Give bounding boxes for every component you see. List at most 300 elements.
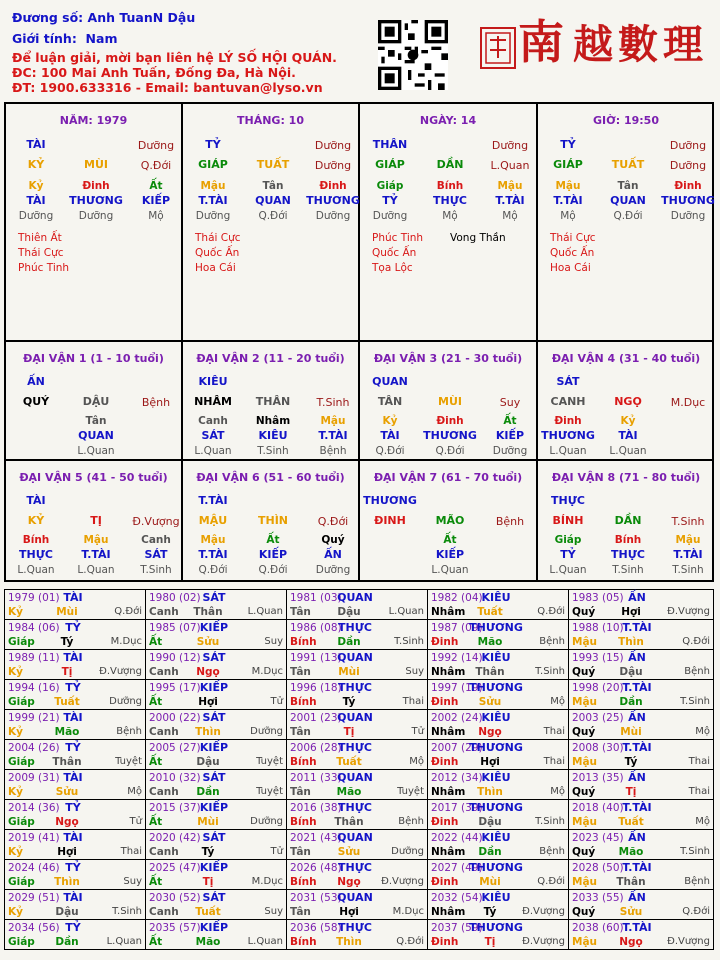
year-state: Mộ — [550, 786, 565, 797]
dai-van-stem: BÍNH — [552, 514, 584, 527]
year-cell — [5, 650, 146, 680]
year-god: THỰC — [338, 861, 372, 874]
year-stem: Bính — [290, 816, 317, 828]
year-label: 2004 (26) — [8, 742, 60, 754]
year-god: THƯƠNG — [469, 801, 523, 814]
year-branch: Tý — [624, 756, 638, 768]
year-cell — [146, 710, 287, 740]
year-cell — [5, 680, 146, 710]
year-label: 1986 (08) — [290, 622, 342, 634]
year-label: 1994 (16) — [8, 682, 60, 694]
year-state: Mộ — [695, 816, 710, 827]
hidden-stem: Mậu — [83, 534, 109, 546]
qr-code-icon — [378, 20, 448, 90]
year-god: ẤN — [628, 711, 646, 724]
year-branch: Mão — [477, 636, 503, 648]
year-branch: Hợi — [480, 756, 500, 768]
year-stem: Kỷ — [8, 786, 23, 798]
year-branch: Sửu — [55, 786, 79, 798]
year-label: 2017 (39) — [431, 802, 483, 814]
year-state: Bệnh — [398, 816, 424, 827]
year-state: Đ.Vượng — [522, 936, 565, 947]
year-label: 2001 (23) — [290, 712, 342, 724]
year-branch: Sửu — [196, 636, 220, 648]
pillar-title: NGÀY: 14 — [419, 114, 477, 127]
year-god: SÁT — [202, 771, 226, 784]
gender — [12, 31, 117, 46]
year-god: SÁT — [202, 711, 226, 724]
star-label: Hoa Cái — [195, 262, 236, 274]
year-god: KIÊU — [481, 651, 511, 664]
hidden-state: L.Quan — [77, 564, 115, 576]
year-branch: Ngọ — [619, 936, 643, 948]
year-branch: Mão — [195, 936, 221, 948]
hidden-god: KIẾP — [435, 548, 465, 561]
dai-van-stem: MẬU — [198, 514, 228, 527]
dai-van-god: ẤN — [27, 375, 45, 388]
year-state: M.Dục — [392, 906, 424, 917]
year-branch: Tuất — [336, 756, 362, 768]
year-state: Đ.Vượng — [522, 906, 565, 917]
dai-van-title: ĐẠI VẬN 4 (31 - 40 tuổi) — [551, 352, 701, 365]
year-label: 2002 (24) — [431, 712, 483, 724]
year-stem: Bính — [290, 756, 317, 768]
year-cell — [287, 710, 428, 740]
year-label: 1988 (10) — [572, 622, 624, 634]
dai-van-branch: MÙI — [438, 395, 462, 408]
dai-van-cell — [183, 342, 360, 461]
year-cell — [287, 860, 428, 890]
top-state: Dưỡng — [491, 139, 529, 152]
year-state: Mộ — [550, 696, 565, 707]
hidden-stem: Bính — [436, 180, 464, 192]
year-god: TỶ — [65, 861, 81, 874]
year-label: 1984 (06) — [8, 622, 60, 634]
year-god: T.TÀI — [622, 681, 652, 694]
year-label: 2037 (59) — [431, 922, 483, 934]
year-stem: Mậu — [572, 636, 598, 648]
year-branch: Dần — [478, 846, 502, 858]
year-stem: Ất — [149, 696, 163, 708]
year-branch: Thân — [334, 816, 364, 828]
year-stem: Mậu — [572, 756, 598, 768]
year-branch: Hợi — [621, 606, 641, 618]
hidden-god: THƯƠNG — [541, 429, 595, 442]
earthly-branch: TUẤT — [611, 158, 645, 171]
year-cell — [569, 650, 713, 680]
year-state: Bệnh — [116, 726, 142, 737]
year-branch: Tuất — [618, 816, 644, 828]
dai-van-stem: NHÂM — [194, 395, 232, 408]
pillar-title: NĂM: 1979 — [59, 114, 128, 127]
year-branch: Hợi — [339, 906, 359, 918]
year-god: KIÊU — [481, 711, 511, 724]
star-label: Tọa Lộc — [372, 262, 413, 274]
year-god: SÁT — [202, 831, 226, 844]
dai-van-cell — [360, 342, 538, 461]
year-god: T.TÀI — [622, 861, 652, 874]
year-state: T.Sinh — [112, 906, 142, 917]
year-god: SÁT — [202, 651, 226, 664]
year-state: L.Quan — [247, 606, 283, 617]
year-label: 2018 (40) — [572, 802, 624, 814]
year-state: Q.Đới — [396, 936, 424, 947]
year-god: KIÊU — [481, 831, 511, 844]
heavenly-stem: GIÁP — [375, 158, 405, 171]
year-branch: Tuất — [54, 696, 80, 708]
year-label: 1980 (02) — [149, 592, 201, 604]
year-branch: Dần — [55, 936, 79, 948]
dai-van-stem: TÂN — [377, 395, 403, 408]
hidden-stem: Tân — [617, 180, 639, 192]
year-stem: Đinh — [431, 816, 459, 828]
year-label: 1981 (03) — [290, 592, 342, 604]
hidden-god: T.TÀI — [198, 194, 228, 207]
hidden-state: Dưỡng — [315, 210, 351, 222]
year-stem: Quý — [572, 846, 596, 858]
year-state: Đ.Vượng — [99, 666, 142, 677]
year-stem: Canh — [149, 726, 179, 738]
year-label: 2025 (47) — [149, 862, 201, 874]
hidden-state: T.Sinh — [612, 564, 644, 576]
hidden-god: T.TÀI — [198, 548, 228, 561]
star-label: Hoa Cái — [550, 262, 591, 274]
hidden-state: Dưỡng — [670, 210, 706, 222]
year-god: THỰC — [338, 801, 372, 814]
hidden-state: Dưỡng — [372, 210, 408, 222]
dai-van-cell — [6, 461, 183, 580]
year-branch: Sửu — [619, 906, 643, 918]
year-stem: Bính — [290, 936, 317, 948]
dai-van-title: ĐẠI VẬN 3 (21 - 30 tuổi) — [373, 352, 523, 365]
year-state: T.Sinh — [535, 666, 565, 677]
year-god: TÀI — [63, 651, 83, 664]
year-label: 1996 (18) — [290, 682, 342, 694]
year-state: Suy — [264, 636, 283, 647]
year-branch: Tý — [483, 906, 497, 918]
star-label: Quốc Ấn — [372, 247, 417, 259]
year-branch: Thân — [193, 606, 223, 618]
year-cell — [5, 830, 146, 860]
year-god: THƯƠNG — [469, 861, 523, 874]
year-branch: Thìn — [54, 876, 80, 888]
dai-van-grid — [4, 340, 714, 582]
year-state: Mộ — [409, 756, 424, 767]
year-god: TỶ — [65, 741, 81, 754]
hidden-god: THƯƠNG — [423, 429, 477, 442]
pillar-title: GIỜ: 19:50 — [593, 114, 659, 127]
year-state: Thai — [543, 756, 565, 767]
year-stem: Tân — [290, 846, 311, 858]
year-cell — [428, 770, 569, 800]
year-cell — [146, 890, 287, 920]
year-label: 2003 (25) — [572, 712, 624, 724]
year-cell — [569, 680, 713, 710]
dai-van-stem: ĐINH — [374, 514, 406, 527]
year-god: QUAN — [337, 591, 373, 604]
year-state: Bệnh — [539, 846, 565, 857]
year-label: 2019 (41) — [8, 832, 60, 844]
year-stem: Canh — [149, 846, 179, 858]
star-label: Quốc Ấn — [195, 247, 240, 259]
year-state: Tử — [129, 816, 142, 827]
dai-van-cell — [538, 461, 714, 580]
year-cell — [569, 620, 713, 650]
hidden-god: ẤN — [324, 548, 342, 561]
dai-van-state: Suy — [499, 396, 521, 409]
year-cell — [146, 770, 287, 800]
year-branch: Tị — [484, 936, 496, 948]
dai-van-state: Q.Đới — [317, 515, 349, 528]
year-state: Bệnh — [684, 666, 710, 677]
year-state: Suy — [264, 906, 283, 917]
hidden-god: SÁT — [144, 548, 168, 561]
year-label: 1982 (04) — [431, 592, 483, 604]
year-stem: Quý — [572, 906, 596, 918]
year-god: TÀI — [63, 591, 83, 604]
year-state: T.Sinh — [535, 816, 565, 827]
hidden-god: TÀI — [26, 194, 46, 207]
hidden-state: Dưỡng — [195, 210, 231, 222]
hidden-stem: Đinh — [82, 180, 110, 192]
year-cell — [428, 620, 569, 650]
hidden-state: Q.Đới — [375, 445, 405, 457]
year-stem: Quý — [572, 666, 596, 678]
year-branch: Hợi — [57, 846, 77, 858]
branch-state: Dưỡng — [314, 159, 352, 172]
year-branch: Tý — [342, 696, 356, 708]
hidden-god: KIẾP — [258, 548, 288, 561]
dai-van-branch: MÃO — [435, 514, 465, 527]
year-branch: Tý — [201, 846, 215, 858]
pillar-cell — [538, 104, 714, 342]
year-cell — [569, 770, 713, 800]
year-stem: Tân — [290, 786, 311, 798]
year-stem: Ất — [149, 636, 163, 648]
year-branch: Thìn — [477, 786, 503, 798]
year-god: THƯƠNG — [469, 741, 523, 754]
yearly-luck-table — [4, 589, 714, 950]
year-god: THỰC — [338, 741, 372, 754]
year-state: Tuyệt — [256, 756, 283, 767]
star-label: Thái Cực — [195, 232, 241, 244]
dai-van-branch: THÂN — [255, 395, 291, 408]
year-cell — [5, 800, 146, 830]
dai-van-title: ĐẠI VẬN 1 (1 - 10 tuổi) — [23, 352, 164, 365]
dai-van-god: QUAN — [372, 375, 408, 388]
year-god: TỶ — [65, 801, 81, 814]
year-god: KIẾP — [199, 621, 229, 634]
year-stem: Tân — [290, 606, 311, 618]
hidden-state: L.Quan — [549, 445, 587, 457]
year-label: 2030 (52) — [149, 892, 201, 904]
year-stem: Quý — [572, 726, 596, 738]
hidden-god: SÁT — [201, 429, 225, 442]
year-branch: Mão — [54, 726, 80, 738]
year-label: 2000 (22) — [149, 712, 201, 724]
year-label: 2034 (56) — [8, 922, 60, 934]
year-label: 2024 (46) — [8, 862, 60, 874]
year-stem: Đinh — [431, 876, 459, 888]
year-state: T.Sinh — [680, 846, 710, 857]
year-state: T.Sinh — [680, 696, 710, 707]
hidden-state: Mộ — [502, 210, 518, 222]
year-stem: Nhâm — [431, 666, 466, 678]
year-cell — [5, 590, 146, 620]
svg-text:南: 南 — [518, 15, 564, 69]
hidden-stem: Kỷ — [28, 180, 44, 192]
year-cell — [287, 920, 428, 950]
year-label: 2032 (54) — [431, 892, 483, 904]
year-stem: Bính — [290, 636, 317, 648]
year-branch: Tị — [625, 786, 637, 798]
year-god: QUAN — [337, 891, 373, 904]
year-label: 1999 (21) — [8, 712, 60, 724]
year-state: Bệnh — [539, 636, 565, 647]
hidden-state: T.Sinh — [672, 564, 704, 576]
year-state: M.Dục — [251, 876, 283, 887]
year-cell — [428, 800, 569, 830]
year-god: THỰC — [338, 681, 372, 694]
year-branch: Thìn — [336, 936, 362, 948]
year-stem: Giáp — [8, 876, 35, 888]
year-branch: Dần — [619, 696, 643, 708]
year-label: 1992 (14) — [431, 652, 483, 664]
year-label: 2012 (34) — [431, 772, 483, 784]
year-label: 2027 (49) — [431, 862, 483, 874]
dai-van-branch: DẬU — [82, 395, 110, 408]
year-cell — [146, 590, 287, 620]
hidden-god: THƯƠNG — [661, 194, 715, 207]
year-state: Mộ — [695, 726, 710, 737]
year-cell — [146, 620, 287, 650]
year-god: THƯƠNG — [469, 681, 523, 694]
hidden-state: Dưỡng — [18, 210, 54, 222]
hidden-state: Dưỡng — [78, 210, 114, 222]
year-label: 2026 (48) — [290, 862, 342, 874]
year-stem: Nhâm — [431, 606, 466, 618]
stem-god: TỶ — [560, 138, 576, 151]
year-stem: Canh — [149, 786, 179, 798]
year-god: KIẾP — [199, 801, 229, 814]
year-stem: Đinh — [431, 636, 459, 648]
year-cell — [569, 590, 713, 620]
hidden-god: TÀI — [618, 429, 638, 442]
top-state: Dưỡng — [314, 139, 352, 152]
year-label: 2023 (45) — [572, 832, 624, 844]
hidden-god: TỶ — [560, 548, 576, 561]
year-label: 2010 (32) — [149, 772, 201, 784]
year-branch: Ngọ — [478, 726, 502, 738]
year-state: Dưỡng — [250, 816, 283, 827]
year-branch: Tuất — [195, 906, 221, 918]
top-state: Dưỡng — [137, 139, 175, 152]
year-branch: Tị — [61, 666, 73, 678]
year-branch: Mão — [336, 786, 362, 798]
dai-van-god: TÀI — [26, 494, 46, 507]
year-branch: Dậu — [478, 816, 502, 828]
year-state: Thai — [688, 756, 710, 767]
hidden-god: TÀI — [380, 429, 400, 442]
year-cell — [287, 770, 428, 800]
year-god: THƯƠNG — [469, 621, 523, 634]
year-state: Thai — [120, 846, 142, 857]
year-god: KIÊU — [481, 771, 511, 784]
year-god: T.TÀI — [622, 801, 652, 814]
hidden-state: Q.Đới — [435, 445, 465, 457]
hidden-state: Dưỡng — [492, 445, 528, 457]
year-cell — [146, 650, 287, 680]
stem-god: THÂN — [372, 138, 408, 151]
year-label: 2029 (51) — [8, 892, 60, 904]
year-stem: Nhâm — [431, 726, 466, 738]
year-branch: Thân — [475, 666, 505, 678]
dai-van-cell — [6, 342, 183, 461]
year-god: TÀI — [63, 711, 83, 724]
year-god: SÁT — [202, 591, 226, 604]
pillar-cell — [183, 104, 360, 342]
year-cell — [569, 710, 713, 740]
year-label: 1987 (09) — [431, 622, 483, 634]
year-cell — [287, 620, 428, 650]
year-stem: Ất — [149, 936, 163, 948]
dai-van-state: Bệnh — [141, 396, 171, 409]
year-branch: Mùi — [338, 666, 360, 678]
hidden-stem: Bính — [22, 534, 50, 546]
year-god: QUAN — [337, 771, 373, 784]
hidden-stem: Đinh — [319, 180, 347, 192]
year-label: 2011 (33) — [290, 772, 342, 784]
year-stem: Ất — [149, 756, 163, 768]
year-cell — [428, 710, 569, 740]
hidden-state: Q.Đới — [198, 564, 228, 576]
year-god: KIẾP — [199, 681, 229, 694]
year-cell — [428, 920, 569, 950]
year-stem: Kỷ — [8, 666, 23, 678]
year-stem: Giáp — [8, 696, 35, 708]
year-stem: Ất — [149, 876, 163, 888]
dai-van-branch: DẦN — [614, 514, 642, 527]
dai-van-branch: THÌN — [257, 514, 288, 527]
year-stem: Canh — [149, 666, 179, 678]
year-state: Tuyệt — [397, 786, 424, 797]
hidden-state: L.Quan — [17, 564, 55, 576]
year-cell — [146, 860, 287, 890]
year-label: 2038 (60) — [572, 922, 624, 934]
hidden-state: L.Quan — [609, 445, 647, 457]
year-state: Q.Đới — [682, 906, 710, 917]
hidden-stem: Đinh — [436, 415, 464, 427]
year-state: Tử — [411, 726, 424, 737]
year-branch: Tị — [202, 876, 214, 888]
year-god: ẤN — [628, 651, 646, 664]
hidden-god: QUAN — [255, 194, 291, 207]
year-cell — [569, 890, 713, 920]
owner-name: Đương số: Anh TuanN Dậu — [12, 10, 196, 25]
year-label: 2031 (53) — [290, 892, 342, 904]
hidden-state: L.Quan — [431, 564, 469, 576]
pillar-cell — [6, 104, 183, 342]
year-state: Q.Đới — [114, 606, 142, 617]
year-stem: Tân — [290, 666, 311, 678]
year-stem: Mậu — [572, 816, 598, 828]
year-label: 1991 (13) — [290, 652, 342, 664]
hidden-state: T.Sinh — [140, 564, 172, 576]
year-branch: Mùi — [56, 606, 78, 618]
year-god: T.TÀI — [622, 621, 652, 634]
year-god: TÀI — [63, 891, 83, 904]
hidden-state: Bệnh — [319, 445, 347, 457]
